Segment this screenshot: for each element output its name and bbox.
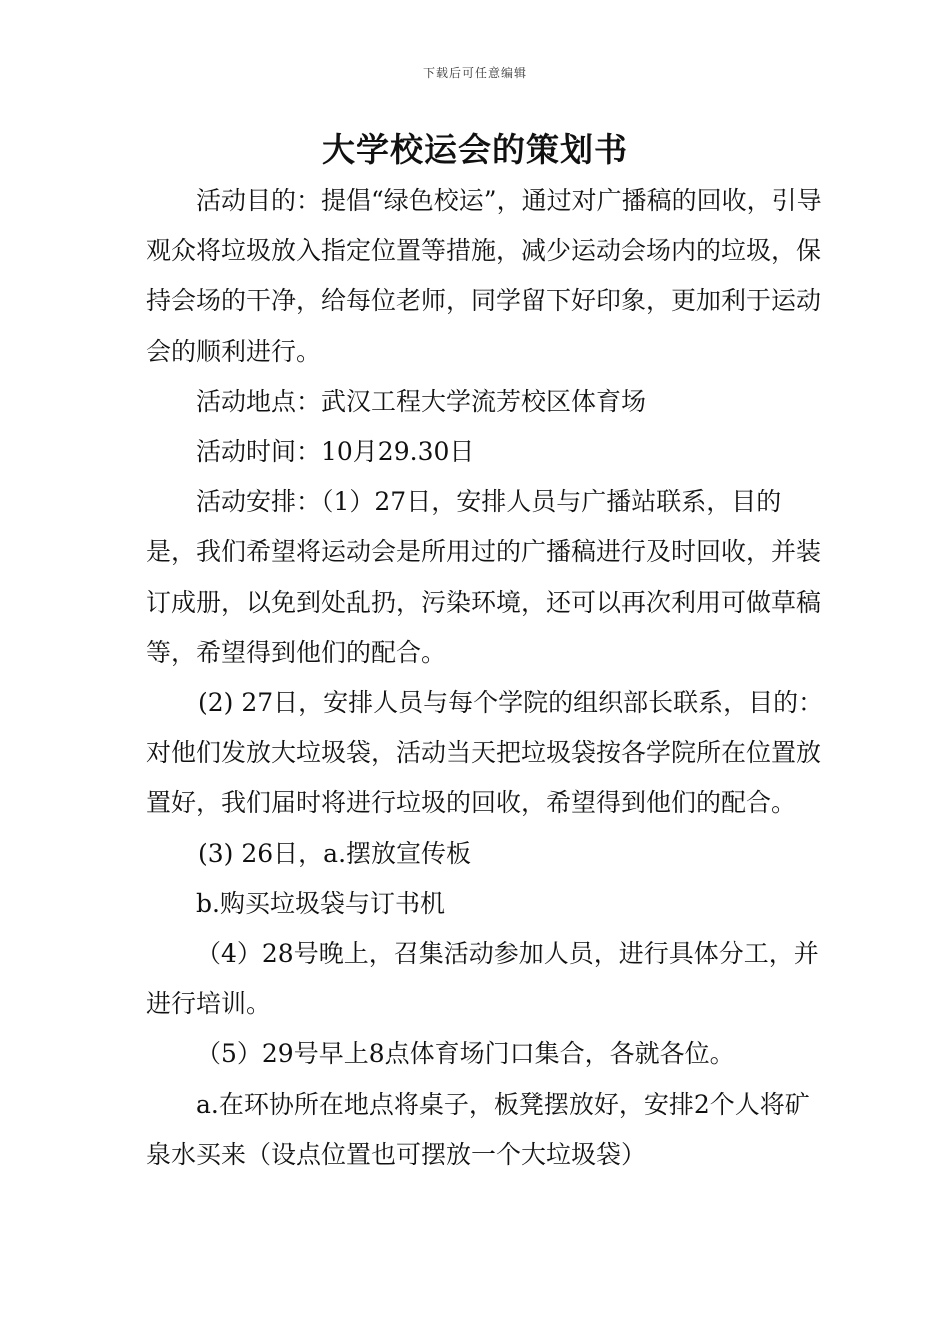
paragraph-location: 活动地点：武汉工程大学流芳校区体育场 bbox=[196, 386, 647, 416]
paragraph-arrangement-2: (2) 27日，安排人员与每个学院的组织部长联系，目的：对他们发放大垃圾袋，活动当天把垃圾袋按各学院所在位置放置好，我们届时将进行垃圾的回收，希望得到他们的配合。 bbox=[146, 688, 824, 818]
paragraph-arrangement-3: (3) 26日，a.摆放宣传板 bbox=[198, 838, 472, 868]
document-title: 大学校运会的策划书 bbox=[322, 130, 628, 169]
paragraph-purpose: 活动目的：提倡“绿色校运”，通过对广播稿的回收，引导观众将垃圾放入指定位置等措施，减少运动会场内的垃圾，保持会场的干净，给每位老师，同学留下好印象，更加利于运动会的顺利进行。 bbox=[146, 186, 822, 366]
paragraph-arrangement-5: （5）29号早上8点体育场门口集合，各就各位。 bbox=[196, 1039, 735, 1069]
paragraph-arrangement-1: 活动安排：（1）27日，安排人员与广播站联系，目的是，我们希望将运动会是所用过的广播稿进行及时回收，并装订成册，以免到处乱扔，污染环境，还可以再次利用可做草稿等，希望得到他们的配合。 bbox=[146, 487, 822, 667]
document-body bbox=[146, 176, 826, 1180]
header-note: 下载后可任意编辑 bbox=[422, 66, 527, 80]
paragraph-arrangement-5a: a.在环协所在地点将桌子，板凳摆放好，安排2个人将矿泉水买来（设点位置也可摆放一个大垃圾袋） bbox=[146, 1089, 810, 1169]
paragraph-arrangement-4: （4）28号晚上，召集活动参加人员，进行具体分工，并进行培训。 bbox=[146, 939, 819, 1019]
paragraph-time: 活动时间：10月29.30日 bbox=[196, 437, 475, 467]
paragraph-arrangement-3b: b.购买垃圾袋与订书机 bbox=[196, 888, 445, 918]
